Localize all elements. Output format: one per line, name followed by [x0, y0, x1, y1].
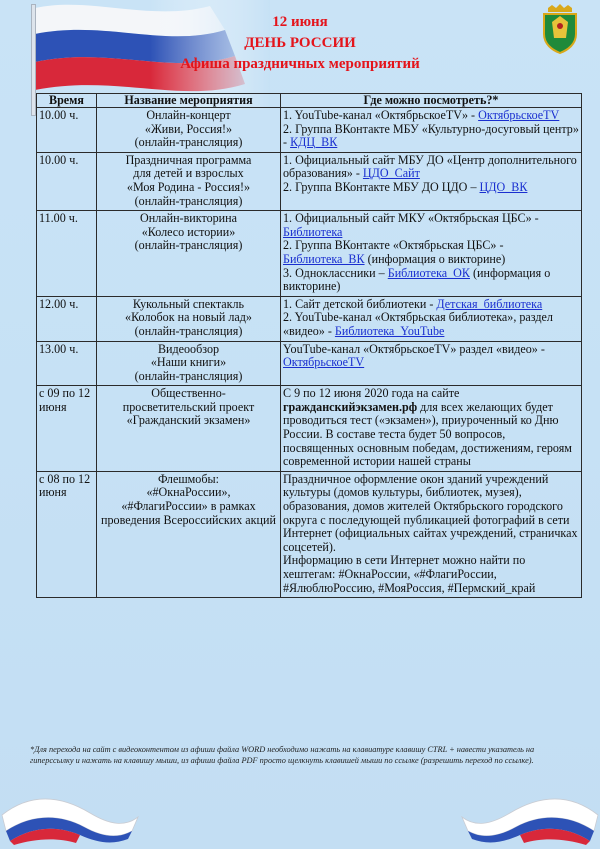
hyperlink[interactable]: ЦДО_Сайт [362, 166, 420, 181]
where-line: YouTube-канал «ОктябрьскоеTV» раздел «видео» - ОктябрьскоеTV [283, 341, 545, 370]
table-header-row [37, 94, 582, 108]
where-line: 3. Одноклассники – Библиотека_ОК (информация о викторине) [283, 265, 551, 294]
event-name-line: «Колесо истории» [141, 224, 236, 239]
hyperlink[interactable]: Библиотека_ВК [283, 251, 365, 266]
ribbon-left-decoration [0, 785, 140, 845]
column-header-where-to-watch: Где можно посмотреть?* [281, 94, 582, 108]
event-where [281, 296, 582, 341]
hyperlink[interactable]: Детская_библиотека [436, 296, 543, 311]
hyperlink[interactable]: Библиотека [283, 224, 343, 239]
event-time: 13.00 ч. [37, 341, 97, 386]
table-row [37, 152, 582, 210]
poster-subtitle: Афиша праздничных мероприятий [180, 56, 420, 72]
event-time: 10.00 ч. [37, 152, 97, 210]
event-name-line: (онлайн-трансляция) [134, 238, 243, 253]
event-name-line: Онлайн-викторина [139, 211, 237, 226]
hyperlink[interactable]: ОктябрьскоеTV [283, 355, 365, 370]
where-line: 1. Официальный сайт МКУ «Октябрьская ЦБС» - Библиотека [283, 211, 539, 239]
where-line: С 9 по 12 июня 2020 года на сайте гражданскийэкзамен.рф для всех желающих будет проводиться тест («экзамен»), приуроченный ко Дню России. В составе теста будет 50 вопросов, посвященных основным победам, достижениям, героям современной истории нашей страны [283, 386, 572, 469]
event-time: с 09 по 12 июня [37, 386, 97, 472]
event-name [97, 211, 281, 297]
event-name [97, 152, 281, 210]
event-name-line: «Наши книги» [150, 355, 227, 370]
event-name-line: (онлайн-трансляция) [134, 368, 243, 383]
event-where [281, 211, 582, 297]
event-name-line: «Моя Родина - Россия!» [126, 179, 251, 194]
event-name [97, 386, 281, 472]
table-row [37, 108, 582, 153]
event-name-line: «Живи, Россия!» [144, 121, 233, 136]
event-name-line: Видеообзор [157, 341, 220, 356]
column-header-event-name: Название мероприятия [97, 94, 281, 108]
table-row [37, 211, 582, 297]
table-row [37, 471, 582, 597]
event-name-line: (онлайн-трансляция) [134, 135, 243, 150]
event-name-line: Флешмобы: [157, 471, 219, 486]
event-name [97, 296, 281, 341]
event-name [97, 341, 281, 386]
event-name-line: для детей и взрослых [133, 166, 244, 181]
where-line: 1. Сайт детской библиотеки - Детская_библиотека [283, 296, 543, 311]
event-name [97, 471, 281, 597]
holiday-title: ДЕНЬ РОССИИ [244, 35, 356, 51]
where-line: 2. Группа ВКонтакте «Октябрьская ЦБС» - Библиотека_ВК (информация о викторине) [283, 238, 506, 266]
table-row [37, 386, 582, 472]
event-name-line: Кукольный спектакль [132, 296, 245, 311]
event-where [281, 341, 582, 386]
site-name: гражданскийэкзамен.рф [283, 399, 418, 414]
where-line: 2. Группа ВКонтакте МБУ ДО ЦДО – ЦДО_ВК [283, 179, 528, 194]
where-line: 1. YouTube-канал «ОктябрьскоеTV» - ОктябрьскоеTV [283, 108, 560, 122]
event-name-line: «Гражданский экзамен» [126, 413, 251, 428]
event-name-line: «#ОкнаРоссии», [146, 485, 231, 500]
event-name-line: «Колобок на новый лад» [125, 310, 252, 325]
event-time: 11.00 ч. [37, 211, 97, 297]
event-date: 12 июня [272, 14, 328, 30]
hyperlink[interactable]: ОктябрьскоеTV [478, 108, 560, 122]
event-name-line: Онлайн-концерт [146, 108, 231, 122]
event-where [281, 152, 582, 210]
event-name-line: (онлайн-трансляция) [134, 323, 243, 338]
event-name [97, 108, 281, 153]
where-line: Праздничное оформление окон зданий учреждений культуры (домов культуры, библиотек, музея), образования, домов жителей Октябрьского городского округа с последующей публикацией фотографий в сети Интернет (официальных сайтах учреждений, страничках соцсетей). [283, 471, 578, 554]
column-header-time: Время [37, 94, 97, 108]
hyperlink[interactable]: Библиотека_ОК [387, 265, 470, 280]
hyperlink[interactable]: КДЦ_ВК [290, 135, 338, 150]
table-row [37, 296, 582, 341]
hyperlink[interactable]: Библиотека_YouTube [334, 323, 445, 338]
where-line: 1. Официальный сайт МБУ ДО «Центр дополнительного образования» - ЦДО_Сайт [283, 152, 577, 181]
event-time: с 08 по 12 июня [37, 471, 97, 597]
footnote: *Для перехода на сайт с видеоконтентом из афиши файла WORD необходимо нажать на клавиатуре клавишу CTRL + навести указатель на гиперссылку и нажать на клавишу мыши, из афиши файла PDF просто щелкнуть клавишей мыши по ссылке (разрешить переход по ссылке). [30, 745, 535, 765]
event-name-line: «#ФлагиРоссии» в рамках проведения Всероссийских акций [101, 499, 276, 527]
events-table [36, 93, 582, 598]
event-where [281, 471, 582, 597]
event-name-line: (онлайн-трансляция) [134, 193, 243, 208]
event-name-line: Праздничная программа [125, 152, 252, 167]
ribbon-right-decoration [460, 785, 600, 845]
event-name-line: просветительский проект [122, 399, 255, 414]
event-where [281, 108, 582, 153]
event-where [281, 386, 582, 472]
where-line: 2. YouTube-канал «Октябрьская библиотека», раздел «видео» - Библиотека_YouTube [283, 310, 553, 338]
event-time: 10.00 ч. [37, 108, 97, 153]
event-time: 12.00 ч. [37, 296, 97, 341]
where-line: 2. Группа ВКонтакте МБУ «Культурно-досуговый центр» - КДЦ_ВК [283, 121, 579, 150]
event-name-line: Общественно- [151, 386, 226, 401]
where-line: Информацию в сети Интернет можно найти по хештегам: #ОкнаРоссии, «#ФлагиРоссии, #ЯлюблюРоссию, #МояРоссия, #Пермский_край [283, 553, 536, 595]
table-row [37, 341, 582, 386]
hyperlink[interactable]: ЦДО_ВК [479, 179, 528, 194]
